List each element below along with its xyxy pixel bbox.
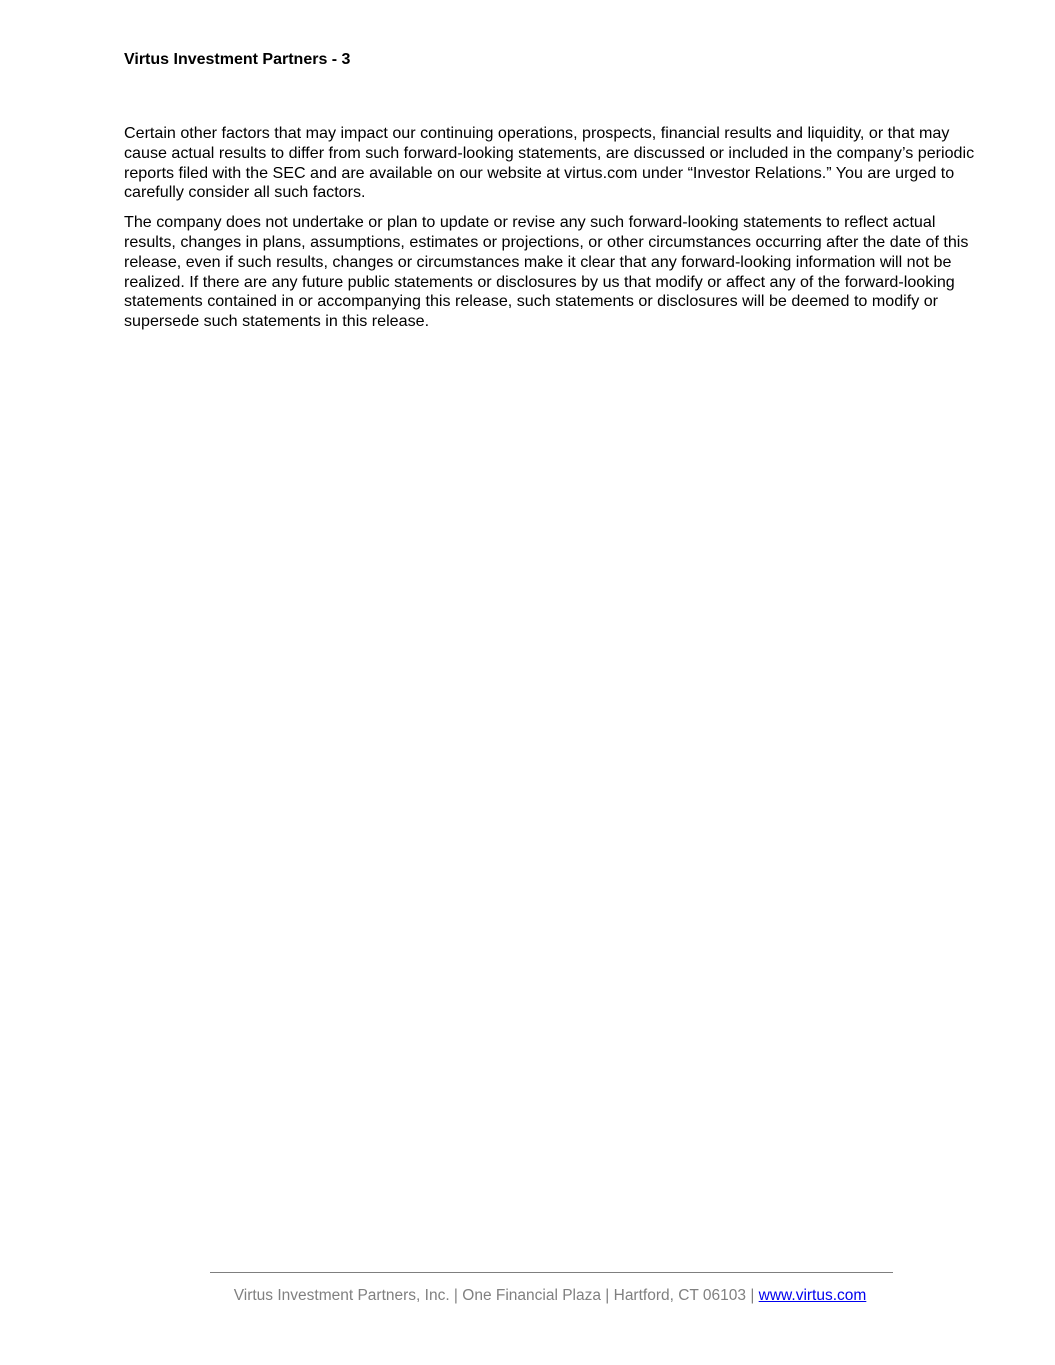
paragraph-risk-factors: Certain other factors that may impact our continuing operations, prospects, financial results and liquidity, or that may cause actual results to differ from such forward-looking statements, are discussed or included in the company’s periodic reports filed with the SEC and are available on our website at virtus.com under “Investor Relations.” You are urged to carefully consider all such factors. [124, 124, 975, 202]
page-footer [0, 1286, 1055, 1305]
paragraph-no-update-disclaimer: The company does not undertake or plan to update or revise any such forward-looking statements to reflect actual results, changes in plans, assumptions, estimates or projections, or other circumstances occurring after the date of this release, even if such results, changes or circumstances make it clear that any forward-looking information will not be realized. If there are any future public statements or disclosures by us that modify or affect any of the forward-looking statements contained in or accompanying this release, such statements or disclosures will be deemed to modify or supersede such statements in this release. [124, 213, 969, 331]
page-header-title: Virtus Investment Partners - 3 [124, 51, 351, 68]
footer-website-link[interactable]: www.virtus.com [758, 1287, 867, 1304]
footer-address: Virtus Investment Partners, Inc. | One Financial Plaza | Hartford, CT 06103 | [233, 1287, 759, 1304]
footer-divider [210, 1272, 893, 1273]
body-text [124, 124, 984, 342]
